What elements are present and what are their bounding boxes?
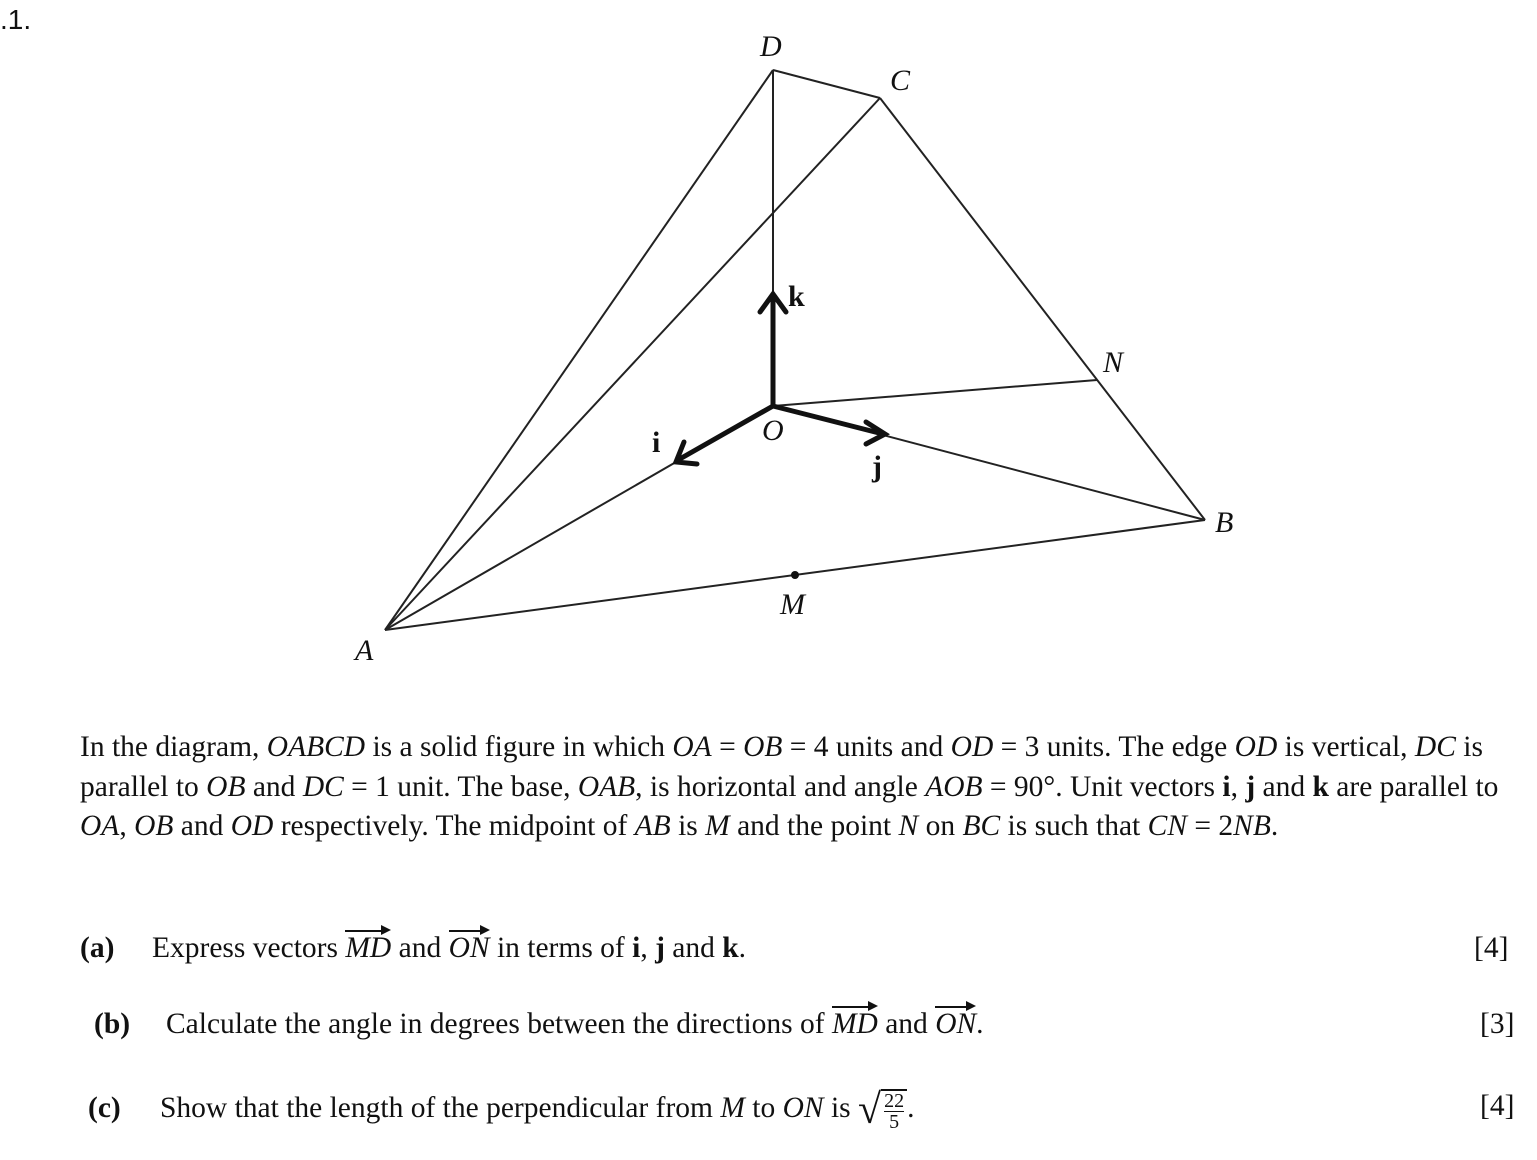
label-M: M [780,588,805,621]
part-b-marks: [3] [1480,1008,1515,1040]
part-b-tag: (b) [94,1008,131,1040]
edge-DC [773,70,880,98]
vector-MD: MD [831,1008,878,1040]
part-c-marks: [4] [1480,1090,1515,1122]
label-O: O [762,414,784,447]
label-D: D [760,30,782,63]
radical-sign: √ [858,1087,882,1133]
label-A: A [355,634,374,667]
label-C: C [890,64,911,97]
part-c-tag: (c) [88,1091,121,1124]
part-a-marks: [4] [1474,932,1509,964]
label-j: j [872,450,882,483]
edge-AD [385,70,773,630]
segment-ON [773,380,1097,406]
question-stem: In the diagram, OABCD is a solid figure in which OA = OB = 4 units and OD = 3 units. The edge OD is vertical, DC is parallel to OB and DC = 1 unit. The base, OAB, is horizontal and angle AOB = 90°. Unit vectors i, j and k are parallel to OA, OB and OD respectively. The midpoint of AB is M and the point N on BC is such that CN = 2NB. [80,731,1499,842]
vector-ON: ON [448,932,490,964]
fraction: $\frac{22}{5}$ [881,1089,907,1132]
part-a: (a) Express vectors MD and ON in terms of i, j and k. [80,932,747,964]
vector-ON: ON [935,1008,977,1040]
label-N: N [1103,346,1124,379]
edge-CB [880,98,1205,520]
edge-AC [385,98,880,630]
question-number: .1. [0,4,32,35]
midpoint-M-dot [791,571,799,579]
square-root [858,1086,907,1134]
vector-MD: MD [345,932,392,964]
i-vector-arrow [678,406,773,460]
label-i: i [652,426,661,459]
label-B: B [1215,506,1234,539]
part-b: (b) Calculate the angle in degrees between the directions of MD and ON. [94,1008,984,1040]
label-k: k [788,280,805,313]
part-c: (c) Show that the length of the perpendicular from M to ON is √ $\frac{22}{5}$ . [88,1087,915,1133]
part-a-tag: (a) [80,932,115,964]
